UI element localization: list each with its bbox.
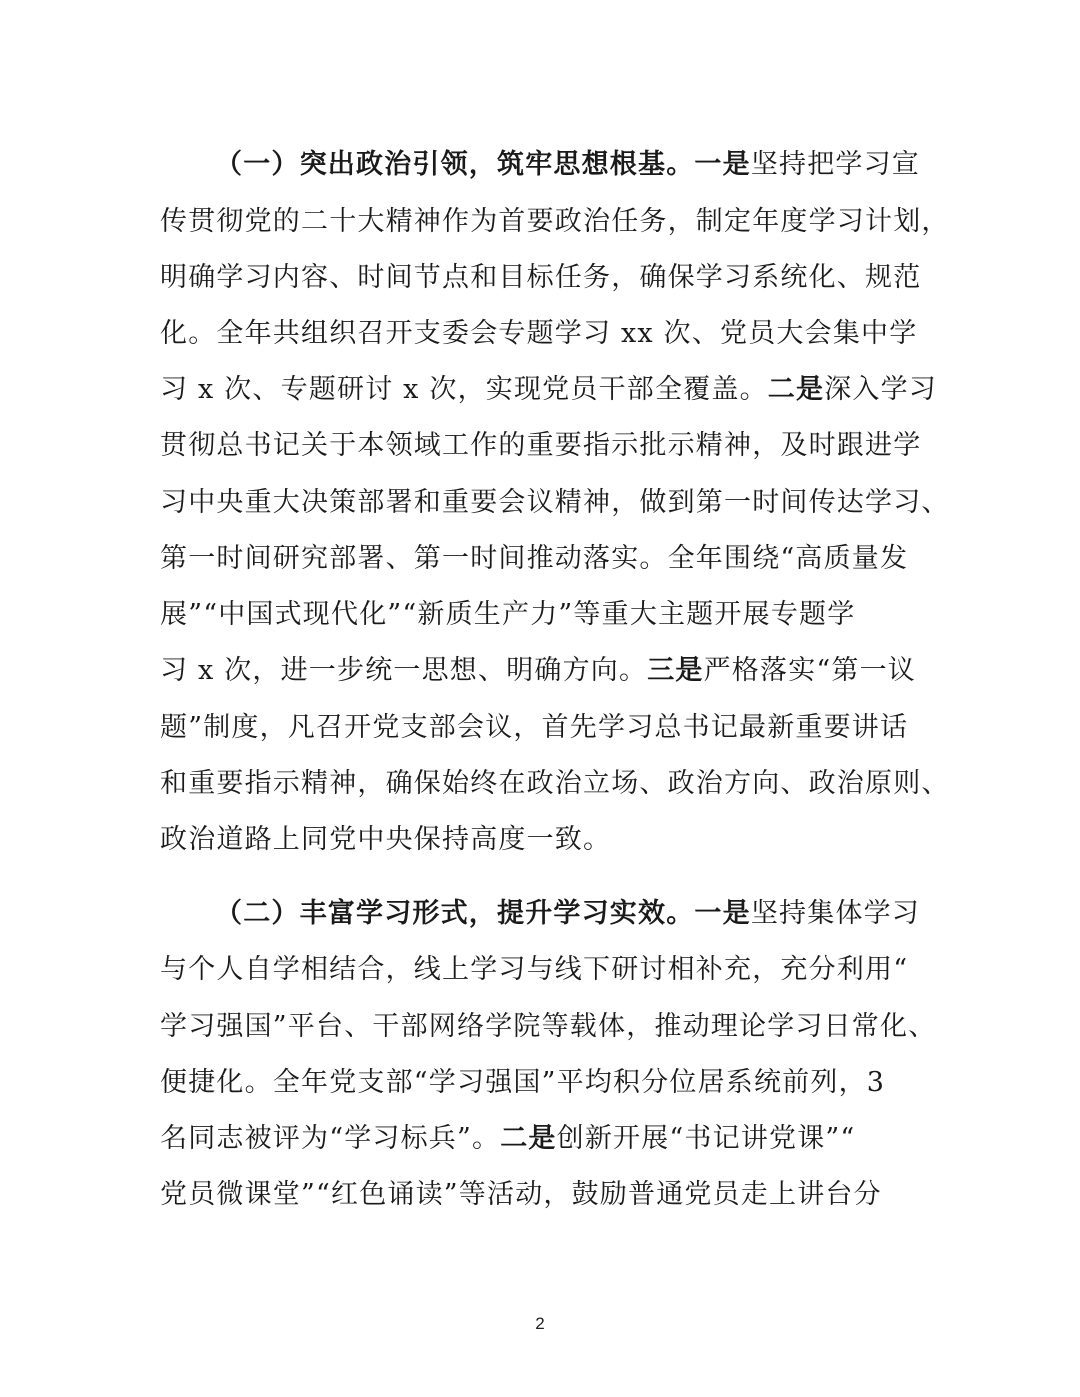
section2-line-2: 与个人自学相结合，线上学习与线下研讨相补充，充分利用“ (160, 954, 909, 985)
page-number: 2 (535, 1314, 545, 1333)
section2-line-1: （二）丰富学习形式，提升学习实效。一是坚持集体学习 (215, 898, 921, 929)
section2-line-3: 学习强国”平台、干部网络学院等载体，推动理论学习日常化、 (160, 1011, 937, 1042)
section2-heading: （二）丰富学习形式，提升学习实效。一是 (215, 898, 751, 929)
section1-line-12: 和重要指示精神，确保始终在政治立场、政治方向、政治原则、 (160, 768, 950, 799)
section1-line-7: 习中央重大决策部署和重要会议精神，做到第一时间传达学习、 (160, 487, 950, 518)
section1-line-4: 化。全年共组织召开支委会专题学习 xx 次、党员大会集中学 (160, 318, 918, 349)
section1-line-10: 习 x 次，进一步统一思想、明确方向。三是严格落实“第一议 (160, 655, 917, 686)
section1-line-8: 第一时间研究部署、第一时间推动落实。全年围绕“高质量发 (160, 543, 909, 574)
section1-marker-2: 二是 (767, 374, 825, 405)
section1-line-3: 明确学习内容、时间节点和目标任务，确保学习系统化、规范 (160, 262, 922, 293)
section1-line-6: 贯彻总书记关于本领域工作的重要指示批示精神，及时跟进学 (160, 430, 922, 461)
section1-line-9: 展”“中国式现代化”“新质生产力”等重大主题开展专题学 (160, 599, 856, 630)
section1-heading: （一）突出政治引领，筑牢思想根基。一是 (215, 149, 751, 180)
section1-marker-3: 三是 (647, 655, 704, 686)
section2-line-5: 名同志被评为“学习标兵”。二是创新开展“书记讲党课”“ (160, 1123, 856, 1154)
section2-line-4: 便捷化。全年党支部“学习强国”平均积分位居系统前列，3 (160, 1067, 886, 1098)
section1-line-11: 题”制度，凡召开党支部会议，首先学习总书记最新重要讲话 (160, 712, 909, 743)
section1-line-2: 传贯彻党的二十大精神作为首要政治任务，制定年度学习计划， (160, 206, 950, 237)
section1-line-1: （一）突出政治引领，筑牢思想根基。一是坚持把学习宣 (215, 149, 921, 180)
section1-line-13: 政治道路上同党中央保持高度一致。 (160, 824, 612, 855)
section1-line-5: 习 x 次、专题研讨 x 次，实现党员干部全覆盖。二是深入学习 (160, 374, 938, 405)
section2-line-6: 党员微课堂”“红色诵读”等活动，鼓励普通党员走上讲台分 (160, 1179, 882, 1210)
section2-marker-2: 二是 (500, 1123, 557, 1154)
